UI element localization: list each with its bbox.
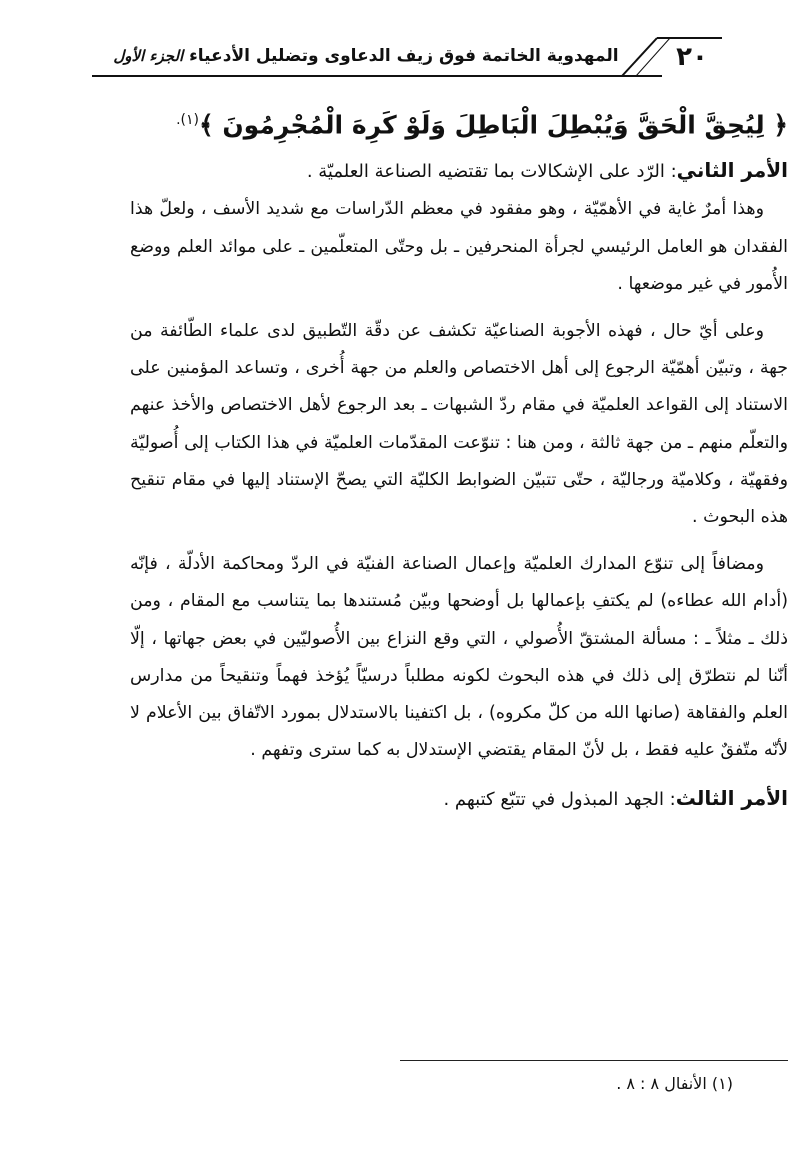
running-title <box>92 46 632 66</box>
section-heading-3-label: الأمر الثالث <box>675 786 788 811</box>
quran-verse <box>130 94 788 151</box>
section-heading-3-text: : الجهد المبذول في تتبّع كتبهم . <box>443 789 676 811</box>
page-body <box>130 94 788 819</box>
paragraph-3: ومضافاً إلى تنوّع المدارك العلميّة وإعمال الصناعة الفنيّة في الردّ ومحاكمة الأدلّة ، فإنّه (أدام الله عطاءه) لم يكتفِ بإعمالها بل أوضحها وبيّن مُستندها بما يتناسب مع المقام ، ومن ذلك ـ مثلاً ـ : مسألة المشتقّ الأُصولي ، التي وقع النزاع بين الأُصوليّين في بعض جهاتها ، إلّا أنّنا لم نتطرّق إلى ذلك في هذه البحوث لكونه مطلباً درسيّاً يُؤخذ فهماً وتنقيحاً من مدارس العلم والفقاهة (صانها الله من كلّ مكروه) ، بل اكتفينا بالاستدلال بمورد الاتّفاق بين الأعلام لا لأنّه متّفقٌ عليه فقط ، بل لأنّ المقام يقتضي الإستدلال به كما سترى وتفهم . <box>130 554 788 761</box>
quran-verse-text: ﴿ لِيُحِقَّ الْحَقَّ وَيُبْطِلَ الْبَاطِلَ وَلَوْ كَرِهَ الْمُجْرِمُونَ ﴾ <box>198 110 788 140</box>
section-heading-2-label: الأمر الثاني <box>676 158 788 183</box>
footnote-divider <box>400 1060 788 1061</box>
page-number: ٢٠ <box>676 42 708 72</box>
paragraph-1: وهذا أمرٌ غاية في الأهمّيّة ، وهو مفقود في معظم الدّراسات مع شديد الأسف ، ولعلّ هذا الفقدان هو العامل الرئيسي لجرأة المنحرفين ـ بل وحتّى المتعلّمين ـ على موائد العلم ووضع الأُمور في غير موضعها . <box>130 199 788 294</box>
footnote: (١) الأنفال ٨ : ٨ . <box>616 1074 733 1093</box>
page-header <box>92 34 722 84</box>
footnote-ref: (١). <box>176 112 199 128</box>
section-heading-3 <box>130 779 788 819</box>
section-heading-2 <box>130 151 788 191</box>
volume-label: الجزء الأول <box>113 47 184 65</box>
section-heading-2-text: : الرّد على الإشكالات بما تقتضيه الصناعة العلميّة . <box>306 161 677 183</box>
book-title: المهدوية الخاتمة فوق زيف الدعاوى وتضليل الأدعياء <box>189 46 619 66</box>
paragraph-2: وعلى أيّ حال ، فهذه الأجوبة الصناعيّة تكشف عن دقّة التّطبيق لدى علماء الطّائفة من جهة ، وتبيّن أهمّيّة الرجوع إلى أهل الاختصاص والعلم من جهة أُخرى ، وتساعد المؤمنين على الاستناد إلى القواعد العلميّة في مقام ردّ الشبهات ـ بعد الرجوع لأهل الاختصاص والأخذ عنهم والتعلّم منهم ـ من جهة ثالثة ، ومن هنا : تنوّعت المقدّمات العلميّة في هذا الكتاب إلى أُصوليّة وفقهيّة ، وكلاميّة ورجاليّة ، حتّى تتبيّن الضوابط الكليّة التي يصحّ الإستناد إليها في مقام تنقيح هذه البحوث . <box>130 320 788 527</box>
